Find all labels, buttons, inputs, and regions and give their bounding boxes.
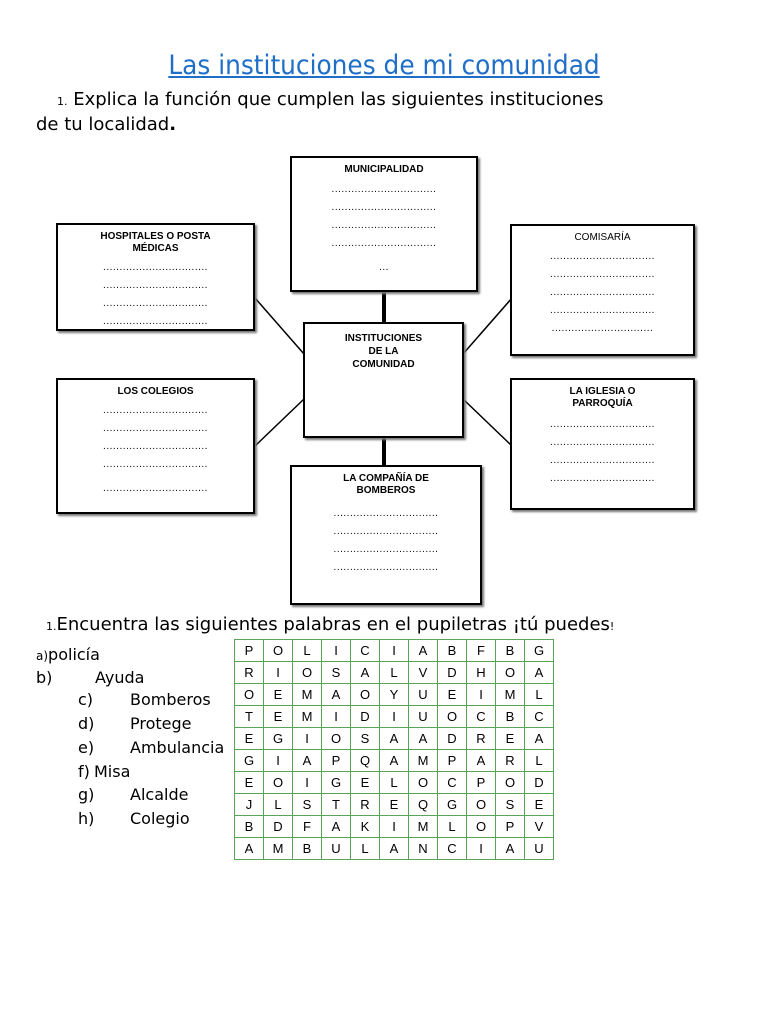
grid-cell: G [525,640,554,662]
word-text: Protege [130,714,192,733]
dotted-line: ................................ [333,544,439,555]
box-center-line2: DE LA [368,346,399,357]
box-bomberos [290,465,482,605]
grid-cell: P [235,640,264,662]
grid-cell: A [525,728,554,750]
question-1-text-line1: Explica la función que cumplen las siguientes instituciones [73,89,604,110]
grid-cell: A [322,684,351,706]
word-item [78,809,190,829]
word-text: Ambulancia [130,738,225,757]
dotted-line: ................................ [550,305,655,316]
grid-row [235,772,554,794]
question-1-text-line2: de tu localidad [36,114,170,135]
grid-cell: V [525,816,554,838]
grid-cell: S [293,794,322,816]
dotted-line: ................................ [331,238,437,249]
word-label: e) [78,738,95,757]
grid-row [235,640,554,662]
question-1-number: 1. [57,95,68,108]
grid-cell: E [235,772,264,794]
grid-cell: R [235,662,264,684]
box-bomberos-title-line2: BOMBEROS [356,485,416,496]
grid-cell: A [380,728,409,750]
dotted-line: ................................ [103,262,208,273]
dotted-line: ................................ [103,483,208,494]
grid-cell: R [496,750,525,772]
grid-cell: E [235,728,264,750]
grid-cell: S [496,794,525,816]
grid-cell: A [525,662,554,684]
dotted-line: ................................ [103,405,208,416]
box-center-line1: INSTITUCIONES [344,333,423,344]
grid-cell: A [322,816,351,838]
grid-row [235,662,554,684]
page-title: Las instituciones de mi comunidad [168,50,600,81]
grid-cell: O [322,728,351,750]
grid-cell: C [525,706,554,728]
grid-cell: E [264,706,293,728]
dotted-line: ................................ [103,423,208,434]
grid-cell: B [496,640,525,662]
grid-cell: I [293,772,322,794]
box-center-title [305,332,462,371]
grid-cell: M [409,816,438,838]
word-label: d) [78,714,95,733]
grid-cell: C [467,706,496,728]
grid-cell: D [264,816,293,838]
dotted-line: ................................ [550,419,655,430]
grid-row [235,706,554,728]
grid-cell: L [380,662,409,684]
word-label: c) [78,690,94,709]
grid-cell: O [467,816,496,838]
grid-cell: U [322,838,351,860]
grid-cell: O [496,662,525,684]
dotted-line: ................................ [550,473,655,484]
dotted-line: ............................... [551,323,654,334]
box-bomberos-title [292,473,480,497]
connector-left-bottom [255,399,304,446]
box-iglesia [510,378,695,510]
grid-cell: E [351,772,380,794]
grid-cell: L [293,640,322,662]
grid-cell: S [351,728,380,750]
grid-cell: R [467,728,496,750]
grid-cell: E [496,728,525,750]
grid-cell: Q [409,794,438,816]
grid-cell: I [380,640,409,662]
grid-cell: B [235,816,264,838]
grid-cell: I [467,838,496,860]
grid-cell: I [264,750,293,772]
grid-cell: D [438,662,467,684]
word-text: Ayuda [95,668,145,687]
grid-cell: C [351,640,380,662]
grid-cell: A [293,750,322,772]
grid-cell: T [322,794,351,816]
word-label: f) [78,762,90,781]
box-hospitales-title [58,231,253,255]
grid-cell: K [351,816,380,838]
grid-cell: F [293,816,322,838]
dotted-line: ................................ [103,280,208,291]
grid-cell: B [496,706,525,728]
box-colegios-title: LOS COLEGIOS [117,386,194,397]
box-hospitales-title-line1: HOSPITALES O POSTA [100,231,211,242]
grid-cell: J [235,794,264,816]
grid-cell: O [438,706,467,728]
dotted-line: ................................ [103,316,208,327]
box-hospitales-title-line2: MÉDICAS [132,243,179,254]
grid-cell: G [322,772,351,794]
box-colegios [56,378,255,514]
grid-cell: U [525,838,554,860]
box-comisaria-title: COMISARÍA [574,232,631,243]
grid-cell: M [496,684,525,706]
grid-cell: B [438,640,467,662]
grid-cell: E [438,684,467,706]
grid-cell: L [264,794,293,816]
word-item [78,690,211,710]
word-label: g) [78,785,95,804]
dotted-line: ................................ [550,251,655,262]
word-text: Alcalde [130,785,189,804]
grid-cell: I [380,706,409,728]
grid-cell: V [409,662,438,684]
grid-cell: E [380,794,409,816]
question-1-period: . [169,114,177,135]
grid-row [235,750,554,772]
grid-cell: O [293,662,322,684]
word-text: Misa [94,762,131,781]
grid-cell: A [235,838,264,860]
grid-cell: I [322,640,351,662]
dotted-line: ................................ [550,437,655,448]
dotted-line: ................................ [331,184,437,195]
grid-cell: A [496,838,525,860]
question-2-text: Encuentra las siguientes palabras en el pupiletras ¡tú puedes [56,614,610,635]
grid-cell: I [293,728,322,750]
box-center-line3: COMUNIDAD [352,359,415,370]
grid-cell: Y [380,684,409,706]
box-municipalidad [290,156,478,292]
box-comisaria [510,224,695,356]
grid-cell: P [438,750,467,772]
question-2-number: 1. [46,620,57,633]
box-iglesia-title-line1: LA IGLESIA O [569,386,636,397]
grid-cell: L [525,684,554,706]
connector-left-top [255,298,304,354]
grid-row [235,728,554,750]
grid-cell: G [264,728,293,750]
grid-cell: M [264,838,293,860]
grid-cell: O [409,772,438,794]
word-label: b) [36,668,53,687]
box-municipalidad-title: MUNICIPALIDAD [344,164,424,175]
grid-cell: I [380,816,409,838]
grid-cell: H [467,662,496,684]
grid-cell: L [525,750,554,772]
dotted-line: ................................ [333,526,439,537]
word-item [78,785,188,805]
grid-cell: P [496,816,525,838]
grid-cell: M [293,684,322,706]
grid-row [235,838,554,860]
box-center [303,322,464,438]
grid-cell: S [322,662,351,684]
dotted-line: ... [379,262,389,273]
box-bomberos-title-line1: LA COMPAÑÍA DE [343,473,429,484]
grid-cell: L [351,838,380,860]
word-text: policía [48,645,100,664]
grid-cell: R [351,794,380,816]
grid-cell: A [467,750,496,772]
grid-cell: O [235,684,264,706]
dotted-line: ................................ [550,287,655,298]
word-item [78,762,130,782]
grid-row [235,816,554,838]
grid-row [235,684,554,706]
grid-cell: A [409,728,438,750]
grid-cell: M [409,750,438,772]
dotted-line: ................................ [103,459,208,470]
grid-cell: O [264,640,293,662]
grid-cell: G [438,794,467,816]
grid-cell: I [264,662,293,684]
word-text: Colegio [130,809,190,828]
grid-cell: O [496,772,525,794]
question-2-tail: ! [609,620,615,633]
grid-cell: E [525,794,554,816]
grid-cell: O [264,772,293,794]
grid-cell: L [438,816,467,838]
dotted-line: ................................ [331,220,437,231]
word-label: a) [36,649,49,663]
dotted-line: ................................ [103,441,208,452]
grid-cell: Q [351,750,380,772]
dotted-line: ................................ [333,562,439,573]
grid-cell: A [380,838,409,860]
box-hospitales [56,223,255,331]
dotted-line: ................................ [103,298,208,309]
grid-row [235,794,554,816]
box-iglesia-title [512,386,693,410]
grid-cell: U [409,684,438,706]
grid-cell: D [438,728,467,750]
grid-cell: A [351,662,380,684]
grid-cell: L [380,772,409,794]
dotted-line: ................................ [333,508,439,519]
word-search-grid [234,639,554,860]
word-text: Bomberos [130,690,211,709]
dotted-line: ................................ [550,455,655,466]
word-item [36,668,144,688]
grid-cell: M [293,706,322,728]
grid-cell: N [409,838,438,860]
grid-cell: D [351,706,380,728]
grid-cell: C [438,838,467,860]
question-2 [46,614,614,635]
word-item [36,645,100,666]
grid-cell: O [467,794,496,816]
connector-right-top [463,298,512,354]
grid-cell: E [264,684,293,706]
grid-cell: I [322,706,351,728]
grid-cell: G [235,750,264,772]
grid-cell: B [293,838,322,860]
box-iglesia-title-line2: PARROQUÍA [572,398,633,409]
grid-cell: C [438,772,467,794]
grid-cell: P [322,750,351,772]
grid-cell: T [235,706,264,728]
grid-cell: D [525,772,554,794]
dotted-line: ................................ [550,269,655,280]
word-item [78,714,192,734]
grid-cell: F [467,640,496,662]
word-item [78,738,224,758]
dotted-line: ................................ [331,202,437,213]
grid-cell: I [467,684,496,706]
grid-cell: O [351,684,380,706]
grid-cell: P [467,772,496,794]
grid-cell: U [409,706,438,728]
grid-cell: A [409,640,438,662]
grid-cell: A [380,750,409,772]
connector-right-bottom [463,399,512,446]
word-label: h) [78,809,95,828]
